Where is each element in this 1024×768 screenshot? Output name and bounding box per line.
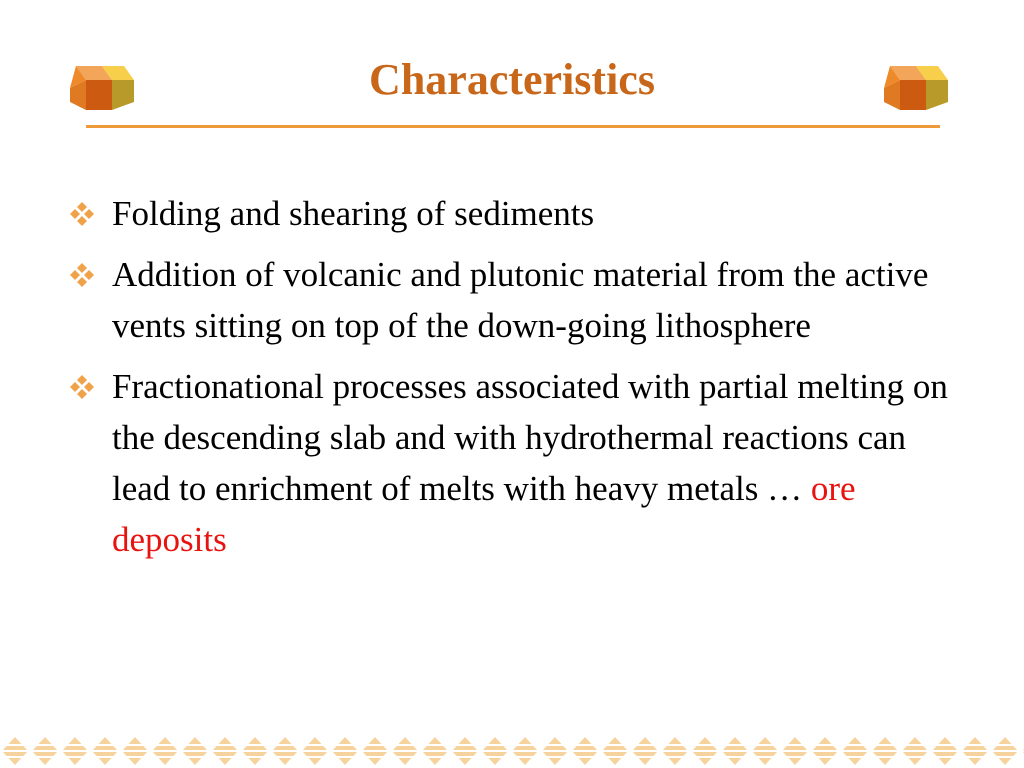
bullet-text: Fractionational processes associated with partial melting on the descending slab and with hydrothermal reactions can lead to enrichment of melts with heavy metals …: [112, 367, 948, 508]
highlight-text: ore deposits: [112, 469, 856, 559]
diamond-bullet-icon: [68, 373, 96, 401]
diamond-bullet-icon: [68, 261, 96, 289]
bullet-text: Addition of volcanic and plutonic material from the active vents sitting on top of the down-going lithosphere: [112, 255, 929, 345]
bullet-text: Folding and shearing of sediments: [112, 194, 595, 233]
bullet-item: [68, 361, 968, 565]
cube-icon: [880, 58, 952, 118]
footer-diamond-pattern: [0, 734, 1024, 768]
slide-title: Characteristics: [369, 55, 655, 104]
title-divider: [86, 125, 940, 128]
cube-icon: [66, 58, 138, 118]
bullet-item: [68, 249, 968, 351]
bullet-item: [68, 188, 968, 239]
bullet-list: [68, 188, 968, 575]
diamond-bullet-icon: [68, 200, 96, 228]
